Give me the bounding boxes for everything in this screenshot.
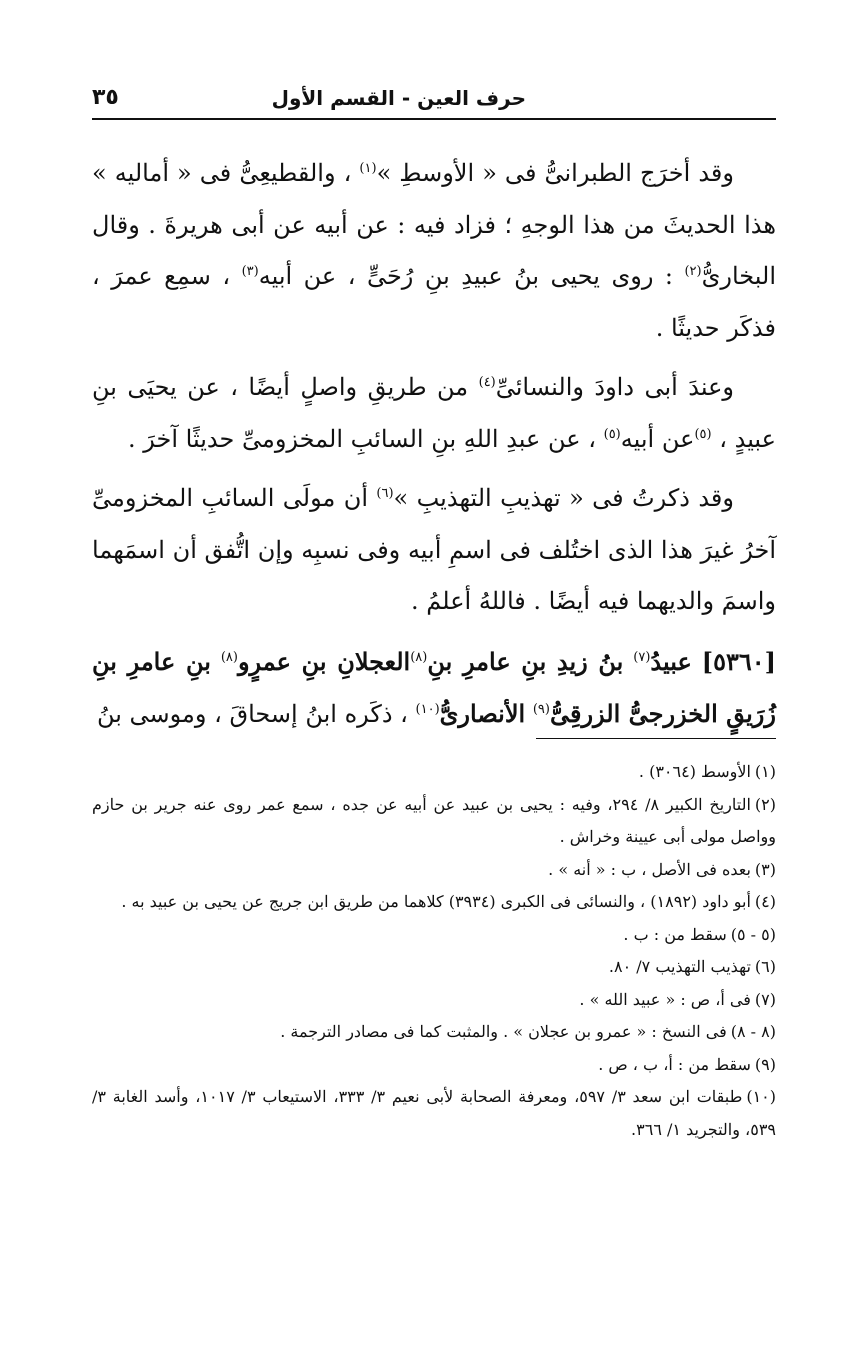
footnote-text: تهذيب التهذيب ٧/ ٨٠.: [608, 957, 751, 976]
footnote-ref: (٨): [410, 649, 428, 665]
footnote-number: (٢): [754, 794, 776, 814]
text-run: من طريقِ واصلٍ أيضًا ، عن يحيَى بنِ عبيدٍ ،: [92, 373, 776, 453]
footnote-number: (٩): [754, 1054, 776, 1074]
footnotes: [92, 756, 776, 1146]
footnote-number: (١٠): [746, 1087, 776, 1106]
footnote-ref: (٥): [694, 426, 712, 442]
footnote-text: بعده فى الأصل ، ب : « أنه » .: [548, 859, 751, 879]
footnote-ref: (٩): [532, 702, 550, 717]
text-run: عن أبيه: [620, 424, 695, 453]
footnote: [92, 984, 776, 1017]
footnote: [92, 886, 776, 919]
footnote-text: أبو داود (١٨٩٢) ، والنسائى فى الكبرى (٣٩٣٤) كلاهما من طريق ابن جريج عن يحيى بن عبيد به .: [121, 892, 751, 911]
text-run: أن مولَى السائبِ المخزومىِّ آخرُ غيرَ هذا الذى اختُلف فى اسمِ أبيه وفى نسبِه وإن اتُّفق أن اسمَهما واسمَ والديهما فيه أيضًا . فاللهُ أعلمُ .: [92, 484, 776, 615]
footnote-ref: (١): [359, 161, 377, 176]
footnote-ref: (٣): [241, 264, 259, 279]
footnote-ref: (٤): [478, 375, 496, 390]
paragraph-3: [92, 473, 776, 628]
main-text: [92, 148, 776, 749]
footnote-number: (٧): [754, 989, 776, 1009]
footnote: [92, 854, 776, 887]
text-run: ، والقطيعِىُّ فى « أماليه » هذا الحديثَ من هذا الوجهِ ؛ فزاد فيه : عن أبيه عن أبى هريرةَ . وقال البخارىُّ: [92, 159, 777, 290]
footnote-number: (٣): [754, 859, 776, 879]
entry-name: عبيدُ: [650, 646, 692, 676]
footnote-ref: (١٠): [415, 702, 440, 717]
footnote-ref: (٦): [376, 486, 394, 501]
text-run: وعندَ أبى داودَ والنسائىِّ: [495, 373, 734, 401]
footnote-text: فى أ، ص : « عبيد الله » .: [579, 989, 751, 1009]
entry-name: بنِ عامرِ بنِ زُرَيقٍ الخزرجىُّ الزرقِىُّ: [92, 646, 776, 728]
footnote: [92, 1081, 776, 1146]
footnote-separator: [536, 738, 776, 739]
entry-name: بنُ زيدِ بنِ عامرِ بنِ: [427, 646, 624, 676]
footnote: [92, 1049, 776, 1082]
page-number: ٣٥: [92, 85, 119, 110]
paragraph-1: [92, 148, 776, 354]
running-title: حرف العين - القسم الأول: [271, 86, 526, 110]
entry-name: الأنصارىُّ: [439, 699, 526, 728]
footnote-text: فى النسخ : « عمرو بن عجلان » . والمثبت كما فى مصادر الترجمة .: [280, 1022, 727, 1041]
text-run: ، عن عبدِ اللهِ بنِ السائبِ المخزومىِّ حديثًا آخرَ .: [128, 424, 596, 453]
paragraph-2: [92, 362, 776, 465]
footnote: [92, 919, 776, 952]
footnote-ref: (٧): [633, 649, 651, 665]
text-run: ، ذكَره ابنُ إسحاقَ ، وموسى بنُ: [96, 700, 408, 728]
page-header: [92, 72, 776, 120]
footnote-number: (٨ - ٨): [730, 1022, 776, 1041]
footnote-text: التاريخ الكبير ٨/ ٢٩٤، وفيه : يحيى بن عبيد عن أبيه عن جده ، سمع عمر روى عنه جرير بن حازم وواصل مولى أبى عيينة وخراش .: [92, 794, 776, 846]
footnote-number: (٦): [754, 957, 776, 976]
footnote: [92, 951, 776, 984]
footnote-text: سقط من : أ، ب ، ص .: [598, 1054, 751, 1074]
footnote: [92, 789, 776, 854]
footnote: [92, 1016, 776, 1049]
footnote-number: (٤): [754, 892, 776, 911]
footnote-ref: (٨): [220, 649, 238, 665]
footnote-number: (٥ - ٥): [730, 924, 776, 944]
text-run: ، سمِع عمرَ ، فذكَر حديثًا .: [92, 262, 776, 342]
footnote-text: سقط من : ب .: [623, 924, 727, 944]
text-run: : روى يحيى بنُ عبيدِ بنِ رُحَىٍّ ، عن أبيه: [258, 262, 673, 290]
footnote-ref: (٥): [603, 426, 621, 442]
footnote-number: (١): [754, 762, 776, 781]
text-run: وقد أخرَج الطبرانىُّ فى « الأوسطِ »: [376, 159, 734, 187]
biography-entry: [92, 636, 776, 741]
footnote-text: الأوسط (٣٠٦٤) .: [638, 762, 751, 781]
footnote: [92, 756, 776, 789]
footnote-ref: (٢): [684, 264, 702, 279]
entry-name: العجلانِ بنِ عمرٍو: [237, 646, 411, 676]
entry-number: [٥٣٦٠]: [701, 646, 777, 676]
text-run: وقد ذكرتُ فى « تهذيبِ التهذيبِ »: [393, 484, 734, 512]
footnote-text: طبقات ابن سعد ٣/ ٥٩٧، ومعرفة الصحابة لأبى نعيم ٣/ ٣٣٣، الاستيعاب ٣/ ١٠١٧، وأسد الغابة ٣/ ٥٣٩، والتجريد ١/ ٣٦٦.: [92, 1087, 776, 1139]
